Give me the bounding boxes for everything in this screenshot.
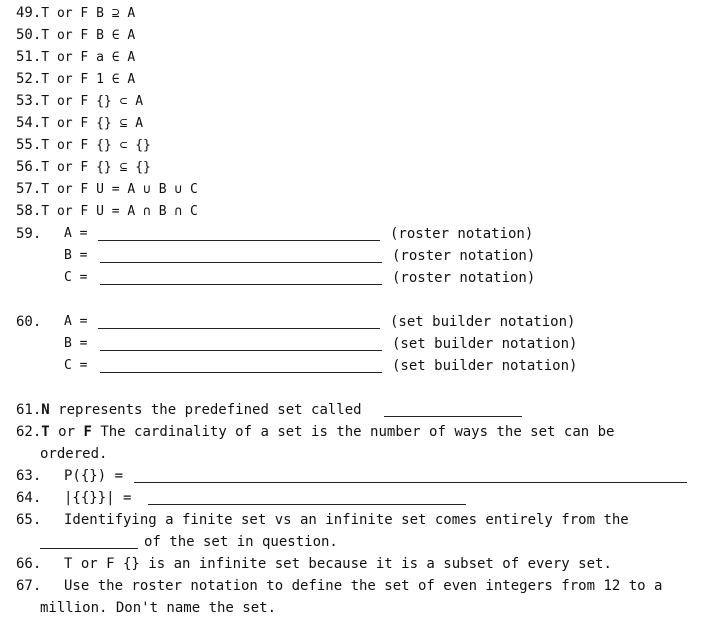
question-51 — [16, 48, 135, 67]
question-62 — [16, 423, 614, 441]
set-b-label: B = — [64, 248, 88, 263]
question-text: T or F {} ⊂ A — [41, 94, 144, 109]
question-67-number: 67. — [16, 578, 42, 594]
question-64-number: 64. — [16, 490, 42, 506]
answer-blank[interactable] — [100, 350, 382, 351]
answer-blank[interactable] — [100, 262, 382, 263]
notation-hint: (roster notation) — [392, 248, 536, 264]
set-b-label: B = — [64, 336, 88, 351]
false-option[interactable]: F — [83, 424, 92, 440]
question-text: Identifying a finite set vs an infinite set comes entirely from the — [64, 512, 629, 528]
notation-hint: (set builder notation) — [390, 314, 576, 330]
question-number: 53. — [16, 93, 42, 109]
answer-blank[interactable] — [148, 504, 466, 505]
question-number: 52. — [16, 71, 42, 87]
question-text: T or F 1 ∈ A — [41, 72, 136, 87]
question-number: 61. — [16, 402, 42, 418]
answer-blank[interactable] — [134, 482, 687, 483]
question-text: T or F U = A ∩ B ∩ C — [41, 204, 198, 219]
question-number: 49. — [16, 5, 42, 21]
question-text: T or F {} ⊂ {} — [41, 138, 151, 153]
question-65-number: 65. — [16, 512, 42, 528]
question-number: 50. — [16, 27, 42, 43]
answer-blank[interactable] — [384, 416, 522, 417]
question-57 — [16, 180, 198, 199]
question-number: 55. — [16, 137, 42, 153]
question-text: T or F a ∈ A — [41, 50, 136, 65]
question-number: 51. — [16, 49, 42, 65]
answer-blank[interactable] — [98, 328, 380, 329]
notation-hint: (set builder notation) — [392, 358, 578, 374]
answer-blank[interactable] — [100, 284, 382, 285]
answer-blank[interactable] — [100, 372, 382, 373]
question-number: 54. — [16, 115, 42, 131]
question-56 — [16, 158, 151, 177]
question-number: 56. — [16, 159, 42, 175]
question-49 — [16, 4, 135, 23]
notation-hint: (roster notation) — [392, 270, 536, 286]
set-a-label: A = — [64, 314, 88, 329]
question-62-continuation: ordered. — [40, 446, 108, 462]
question-55 — [16, 136, 151, 155]
question-59-number: 59. — [16, 226, 42, 242]
question-number: 62. — [16, 424, 42, 440]
question-text: |{{}}| = — [64, 490, 132, 506]
question-text: T or F B ∈ A — [41, 28, 136, 43]
answer-blank[interactable] — [98, 240, 380, 241]
question-text: Use the roster notation to define the set of even integers from 12 to a — [64, 578, 663, 594]
question-number: 57. — [16, 181, 42, 197]
question-text: T or F B ⊇ A — [41, 6, 136, 21]
question-text: The cardinality of a set is the number of ways the set can be — [91, 424, 615, 440]
set-c-label: C = — [64, 358, 88, 373]
question-67-continuation: million. Don't name the set. — [40, 600, 277, 616]
set-a-label: A = — [64, 226, 88, 241]
question-60-number: 60. — [16, 314, 42, 330]
notation-hint: (roster notation) — [390, 226, 534, 242]
question-65-continuation: of the set in question. — [144, 534, 338, 550]
question-66-number: 66. — [16, 556, 42, 572]
question-52 — [16, 70, 135, 89]
question-63-number: 63. — [16, 468, 42, 484]
question-text: T or F {} ⊆ A — [41, 116, 144, 131]
question-54 — [16, 114, 143, 133]
question-61 — [16, 401, 362, 419]
question-number: 58. — [16, 203, 42, 219]
or-text: or — [49, 424, 84, 440]
question-text: T or F U = A ∪ B ∪ C — [41, 182, 198, 197]
set-c-label: C = — [64, 270, 88, 285]
question-50 — [16, 26, 135, 45]
question-text: P({}) = — [64, 468, 124, 484]
question-text: T or F {} ⊆ {} — [41, 160, 151, 175]
true-option[interactable]: T — [41, 424, 50, 440]
question-58 — [16, 202, 198, 221]
answer-blank[interactable] — [40, 548, 138, 549]
question-text: T or F {} is an infinite set because it is a subset of every set. — [64, 556, 612, 572]
question-text: represents the predefined set called — [49, 402, 362, 418]
question-53 — [16, 92, 143, 111]
notation-hint: (set builder notation) — [392, 336, 578, 352]
set-symbol: N — [41, 402, 50, 418]
